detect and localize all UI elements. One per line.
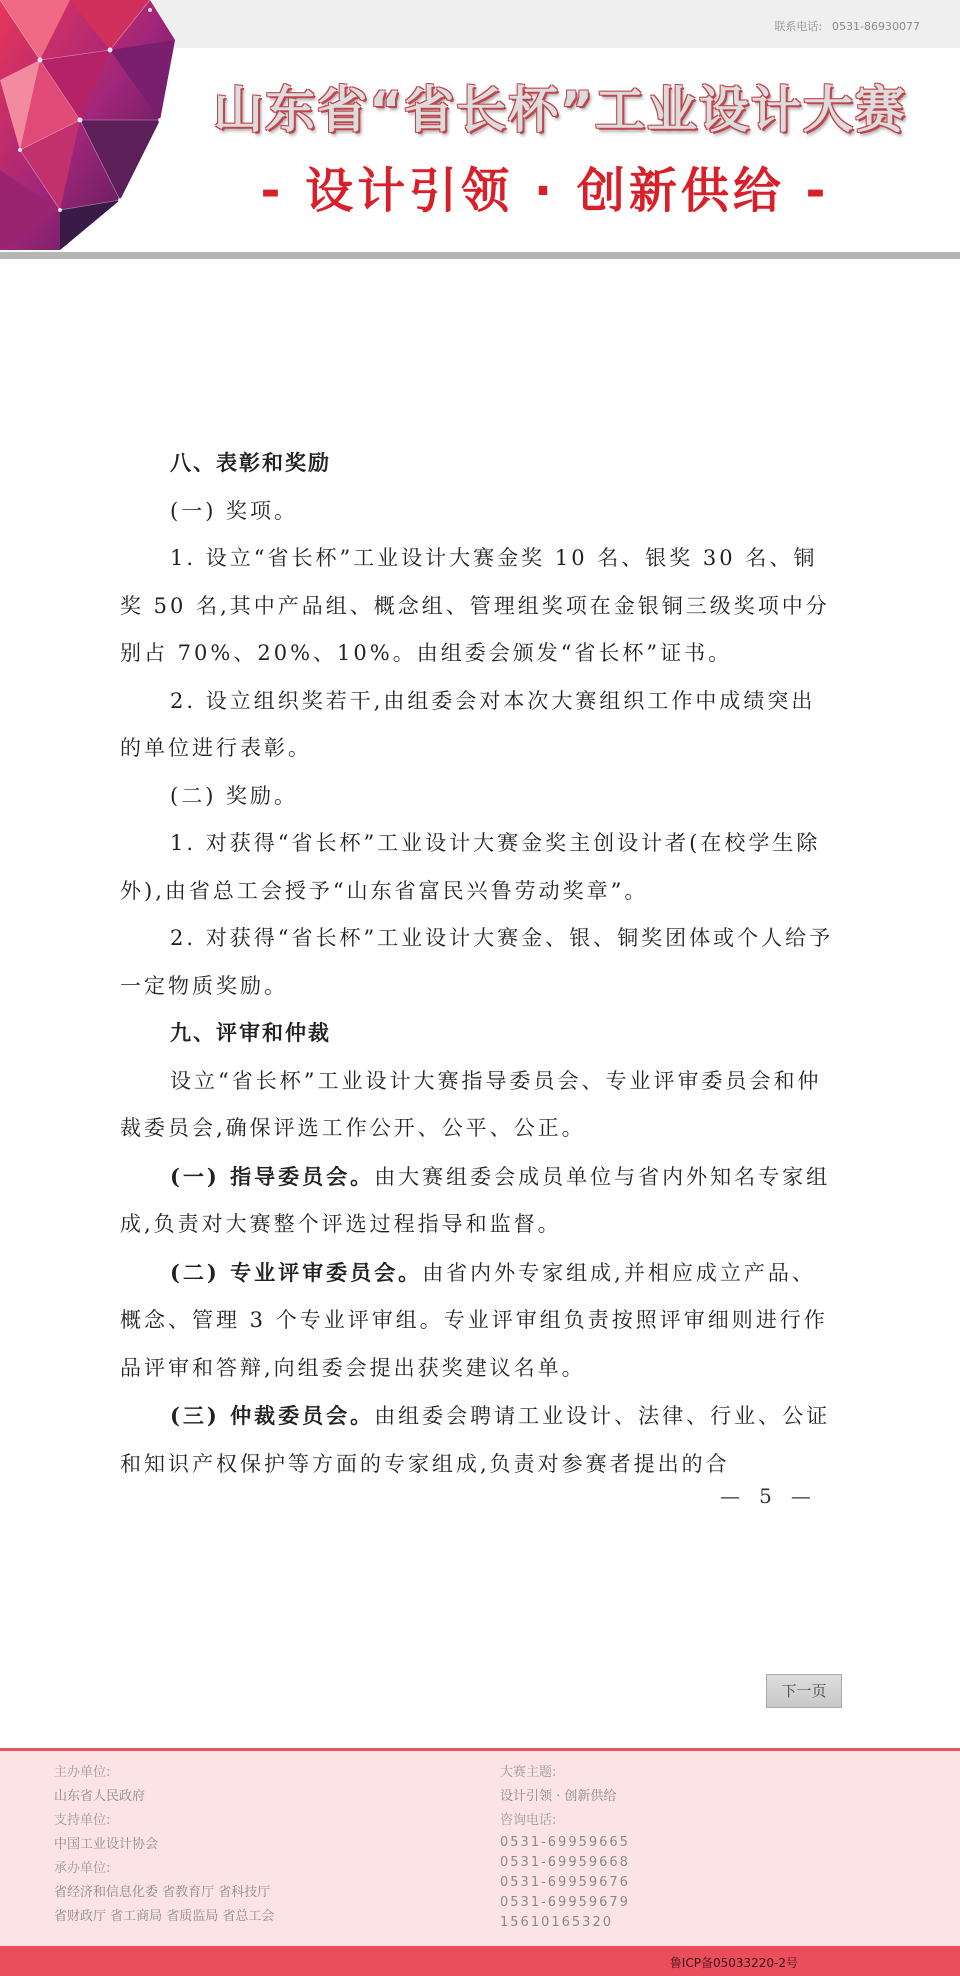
paragraph-text: 由省内外专家组成,并相应成立产品、概念、管理 3 个专业评审组。专业评审组负责按照评审细则进行作品评审和答辩,向组委会提出获奖建议名单。 xyxy=(120,1260,828,1380)
phone-number: 0531-69959679 xyxy=(500,1895,630,1910)
document-page xyxy=(120,440,834,1488)
theme-value: 设计引领 · 创新供给 xyxy=(500,1789,617,1804)
header-divider xyxy=(0,252,960,259)
contact-number: 0531-86930077 xyxy=(832,20,920,33)
paragraph: 2. 对获得“省长杯”工业设计大赛金、银、铜奖团体或个人给予一定物质奖励。 xyxy=(120,926,834,998)
contest-slogan: - 设计引领 · 创新供给 - xyxy=(260,163,830,219)
phone-number: 0531-69959665 xyxy=(500,1835,630,1850)
phone-number: 15610165320 xyxy=(500,1915,613,1930)
organizer-label: 承办单位: xyxy=(54,1861,111,1876)
page-dash-right: — xyxy=(790,1484,811,1508)
paragraph-text: 由大赛组委会成员单位与省内外知名专家组成,负责对大赛整个评选过程指导和监督。 xyxy=(120,1164,831,1236)
footer-bottom-bar xyxy=(0,1946,960,1976)
paragraph: 1. 设立“省长杯”工业设计大赛金奖 10 名、银奖 30 名、铜奖 50 名,其中产品组、概念组、管理组奖项在金银铜三级奖项中分别占 70%、20%、10%。由组委会颁发“省长杯”证书。 xyxy=(120,546,830,665)
paragraph: 设立“省长杯”工业设计大赛指导委员会、专业评审委员会和仲裁委员会,确保评选工作公开、公平、公正。 xyxy=(120,1068,822,1140)
section-heading: 八、表彰和奖励 xyxy=(170,451,331,475)
phone-number: 0531-69959676 xyxy=(500,1875,630,1890)
footer-contact xyxy=(500,1761,630,1933)
icp-record-link[interactable]: 鲁ICP备05033220-2号 xyxy=(669,1956,798,1970)
footer-organizers xyxy=(54,1761,274,1929)
paragraph-lead: (一) 指导委员会。 xyxy=(170,1163,375,1189)
support-value: 中国工业设计协会 xyxy=(54,1837,159,1852)
site-footer xyxy=(0,1748,960,1946)
subsection-heading: (一) 奖项。 xyxy=(170,498,299,523)
phone-label: 咨询电话: xyxy=(500,1813,557,1828)
paragraph xyxy=(120,1249,834,1393)
theme-label: 大赛主题: xyxy=(500,1765,557,1780)
contact-phone xyxy=(774,18,920,34)
organizers-line: 省财政厅 省工商局 省质监局 省总工会 xyxy=(54,1909,275,1924)
site-header xyxy=(0,0,960,250)
polygon-art-logo xyxy=(0,0,200,250)
page-number-value: 5 xyxy=(759,1484,772,1508)
paragraph-lead: (三) 仲裁委员会。 xyxy=(170,1403,375,1428)
host-label: 主办单位: xyxy=(54,1765,111,1780)
subsection-heading: (二) 奖励。 xyxy=(170,783,299,808)
phone-number: 0531-69959668 xyxy=(500,1855,630,1870)
paragraph-lead: (二) 专业评审委员会。 xyxy=(170,1259,423,1285)
paragraph xyxy=(120,1392,834,1488)
organizers-line: 省经济和信息化委 省教育厅 省科技厅 xyxy=(54,1885,271,1900)
paragraph xyxy=(120,1153,834,1249)
paragraph-text: 由组委会聘请工业设计、法律、行业、公证和知识产权保护等方面的专家组成,负责对参赛者提出的合 xyxy=(120,1404,831,1476)
section-heading: 九、评审和仲裁 xyxy=(170,1021,331,1045)
support-label: 支持单位: xyxy=(54,1813,111,1828)
contact-label: 联系电话: xyxy=(774,20,823,33)
contest-title: 山东省“省长杯”工业设计大赛 xyxy=(213,81,907,139)
page-dash-left: — xyxy=(720,1484,740,1508)
host-value: 山东省人民政府 xyxy=(54,1789,146,1804)
paragraph: 2. 设立组织奖若干,由组委会对本次大赛组织工作中成绩突出的单位进行表彰。 xyxy=(120,688,816,760)
next-page-button[interactable]: 下一页 xyxy=(766,1674,842,1708)
paragraph: 1. 对获得“省长杯”工业设计大赛金奖主创设计者(在校学生除外),由省总工会授予“山东省富民兴鲁劳动奖章”。 xyxy=(120,831,821,903)
page-number xyxy=(720,1484,820,1508)
